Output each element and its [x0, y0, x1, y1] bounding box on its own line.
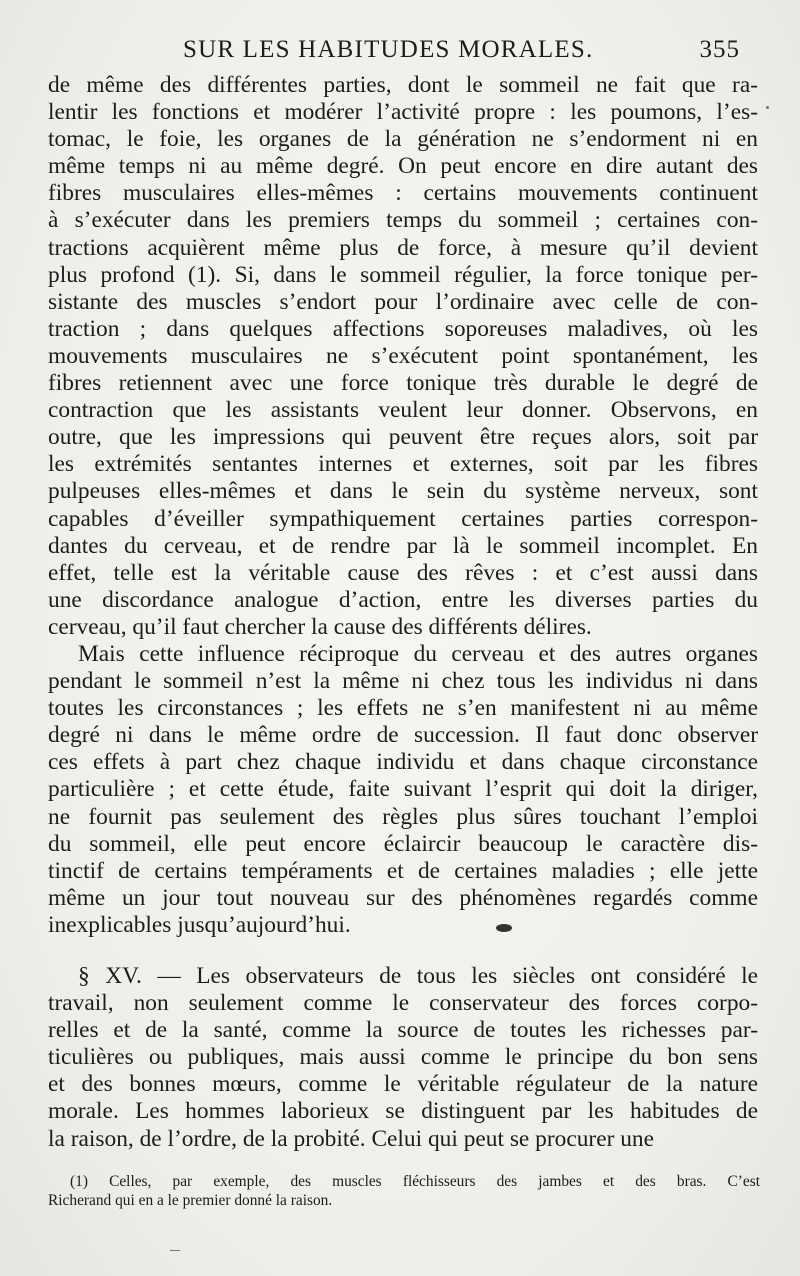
- margin-tick-mark: [170, 1250, 180, 1251]
- text-line: dantes du cerveau, et de rendre par là le sommeil incomplet. En: [48, 532, 758, 559]
- text-line: la raison, de l’ordre, de la probité. Celui qui peut se procurer une: [48, 1125, 654, 1152]
- text-line: particulière ; et cette étude, faite suivant l’esprit qui doit la diriger,: [48, 776, 758, 803]
- page-header: [48, 36, 748, 70]
- text-line: ces effets à part chez chaque individu et dans chaque circonstance: [48, 749, 758, 776]
- running-title: SUR LES HABITUDES MORALES.: [183, 36, 594, 63]
- text-line: lentir les fonctions et modérer l’activité propre : les poumons, l’es-: [48, 99, 758, 126]
- paragraph-2: [48, 641, 758, 939]
- text-line: une discordance analogue d’action, entre les diverses parties du: [48, 586, 758, 613]
- text-line: fibres musculaires elles-mêmes : certains mouvements continuent: [48, 180, 758, 207]
- text-line: travail, non seulement comme le conservateur des forces corpo-: [48, 990, 758, 1017]
- text-line: toutes les circonstances ; les effets ne s’en manifestent ni au même: [48, 695, 758, 722]
- ink-blot-mark: [496, 924, 512, 932]
- text-line: tractions acquièrent même plus de force, à mesure qu’il devient: [48, 234, 758, 261]
- section-gap: [48, 939, 758, 963]
- text-line: ticulières ou publiques, mais aussi comme le principe du bon sens: [48, 1044, 758, 1071]
- footnote-line: Richerand qui en a le premier donné la raison.: [48, 1192, 333, 1209]
- text-line: relles et de la santé, comme la source de toutes les richesses par-: [48, 1017, 758, 1044]
- paragraph-1: [48, 72, 758, 641]
- text-line: pulpeuses elles-mêmes et dans le sein du système nerveux, sont: [48, 478, 758, 505]
- text-line: § XV. — Les observateurs de tous les siècles ont considéré le: [78, 963, 758, 989]
- paragraph-3-section-xv: [48, 963, 758, 1153]
- text-line: fibres retiennent avec une force tonique très durable le degré de: [48, 370, 758, 397]
- text-line: effet, telle est la véritable cause des rêves : et c’est aussi dans: [48, 559, 758, 586]
- text-line: les extrémités sentantes internes et externes, soit par les fibres: [48, 451, 758, 478]
- text-line: même un jour tout nouveau sur des phénomènes regardés comme: [48, 884, 758, 911]
- margin-tick-mark: [766, 106, 769, 109]
- text-line: inexplicables jusqu’aujourd’hui.: [48, 911, 351, 938]
- text-line: Mais cette influence réciproque du cerveau et des autres organes: [78, 640, 758, 667]
- text-line: à s’exécuter dans les premiers temps du sommeil ; certaines con-: [48, 207, 758, 234]
- text-line: du sommeil, elle peut encore éclaircir beaucoup le caractère dis-: [48, 830, 758, 857]
- text-line: outre, que les impressions qui peuvent être reçues alors, soit par: [48, 424, 758, 451]
- text-line: plus profond (1). Si, dans le sommeil régulier, la force tonique per-: [48, 261, 758, 288]
- body-text: [48, 72, 758, 1153]
- text-line: tomac, le foie, les organes de la génération ne s’endorment ni en: [48, 126, 758, 153]
- text-line: et des bonnes mœurs, comme le véritable régulateur de la nature: [48, 1071, 758, 1098]
- text-line: degré ni dans le même ordre de succession. Il faut donc observer: [48, 722, 758, 749]
- text-line: ne fournit pas seulement des règles plus sûres touchant l’emploi: [48, 803, 758, 830]
- text-line: contraction que les assistants veulent leur donner. Observons, en: [48, 397, 758, 424]
- text-line: cerveau, qu’il faut chercher la cause des différents délires.: [48, 613, 592, 640]
- text-line: sistante des muscles s’endort pour l’ordinaire avec celle de con-: [48, 288, 758, 315]
- page-number: 355: [699, 36, 740, 63]
- footnotes: [48, 1172, 760, 1210]
- text-line: pendant le sommeil n’est la même ni chez tous les individus ni dans: [48, 668, 758, 695]
- text-line: morale. Les hommes laborieux se distinguent par les habitudes de: [48, 1098, 758, 1125]
- text-line: même temps ni au même degré. On peut encore en dire autant des: [48, 153, 758, 180]
- text-line: tinctif de certains tempéraments et de certaines maladies ; elle jette: [48, 857, 758, 884]
- text-line: capables d’éveiller sympathiquement certaines parties correspon-: [48, 505, 758, 532]
- text-line: mouvements musculaires ne s’exécutent point spontanément, les: [48, 342, 758, 369]
- footnote-line: (1) Celles, par exemple, des muscles fléchisseurs des jambes et des bras. C’est: [70, 1173, 760, 1190]
- text-line: traction ; dans quelques affections soporeuses maladives, où les: [48, 315, 758, 342]
- text-line: de même des différentes parties, dont le sommeil ne fait que ra-: [48, 72, 758, 98]
